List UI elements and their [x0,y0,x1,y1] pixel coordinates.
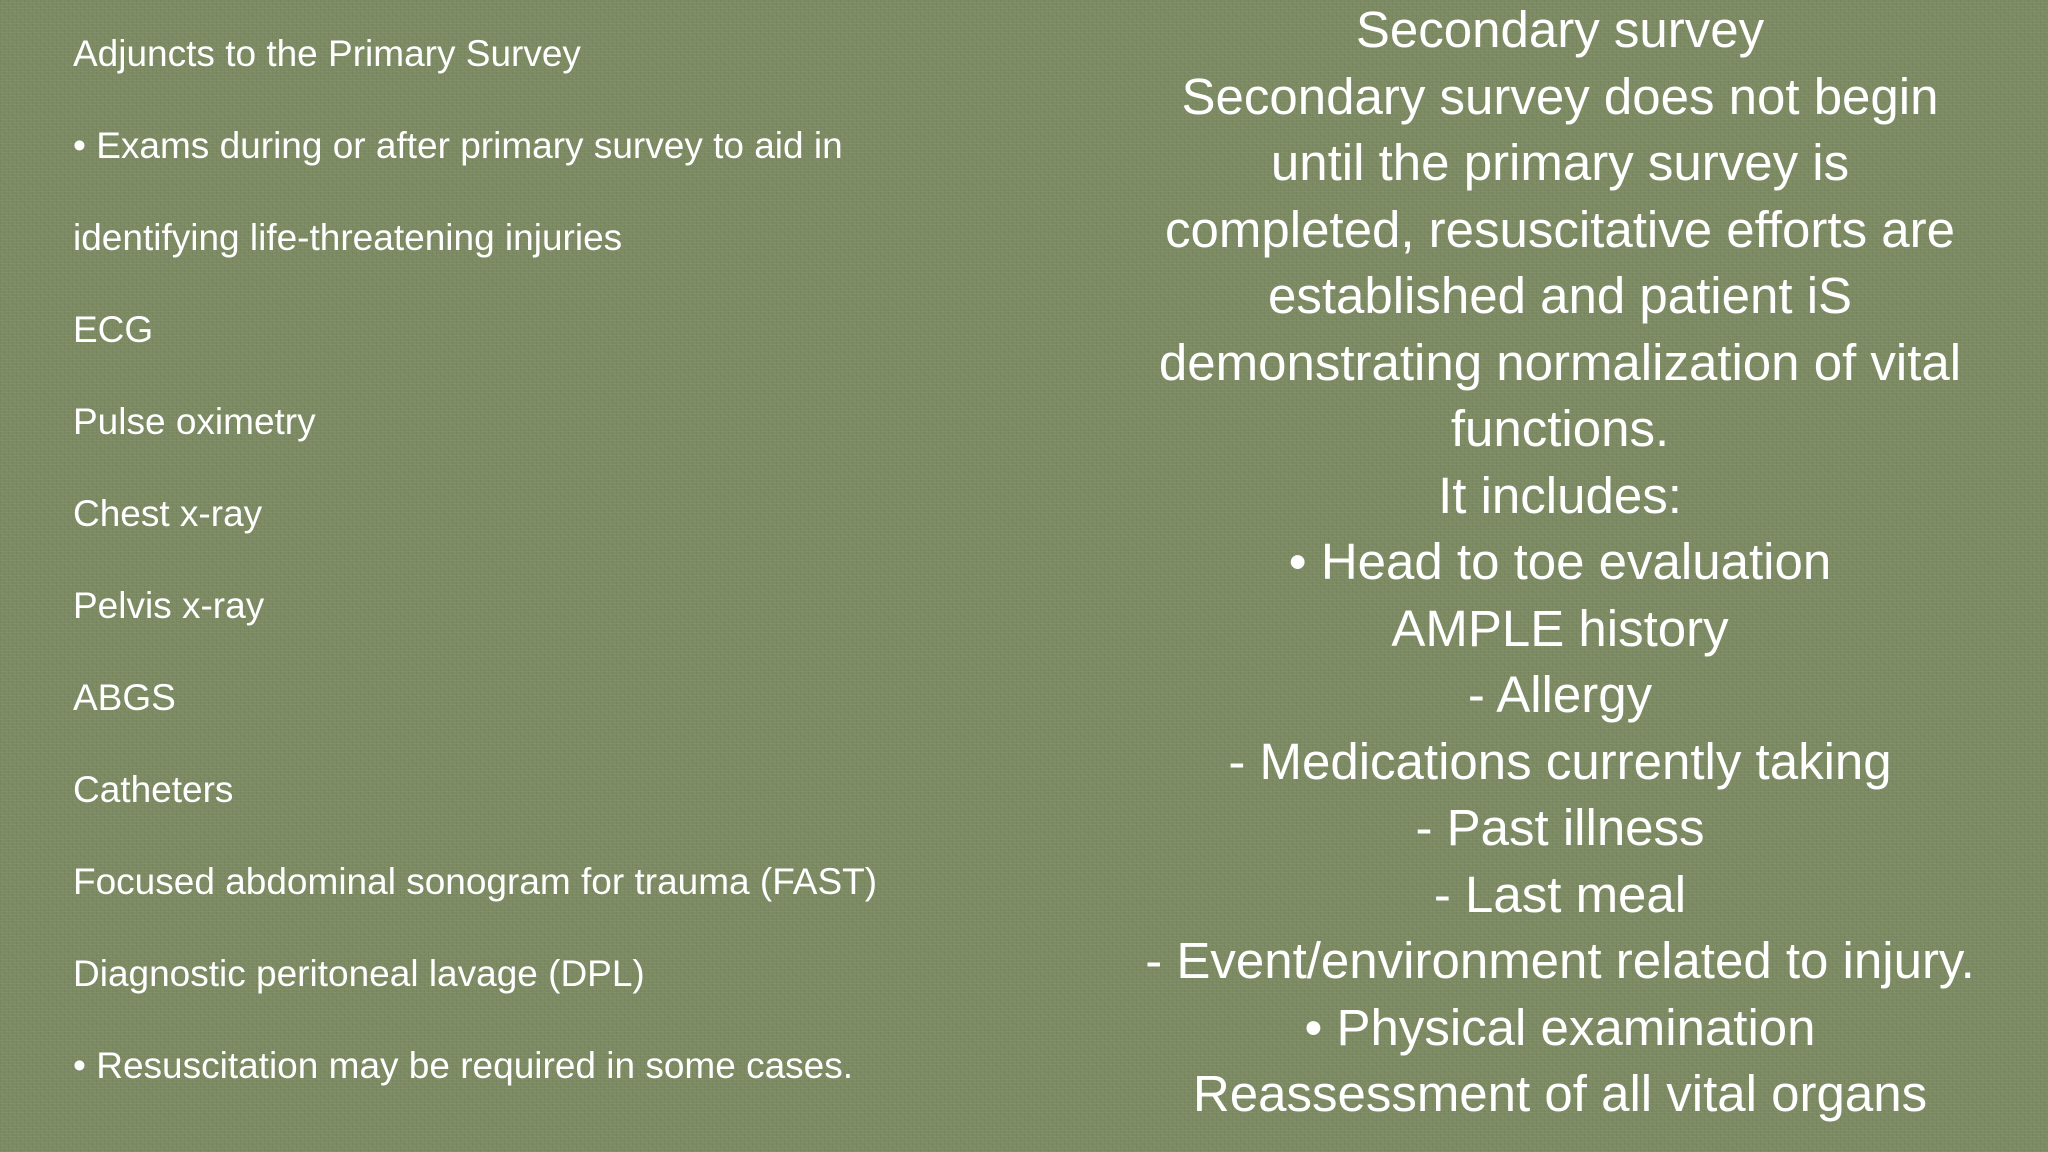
right-item-physical-exam: • Physical examination [1304,998,1816,1056]
adjuncts-primary-survey-panel [73,28,1073,1132]
right-item-event-environment: - Event/environment related to injury. [1145,932,1975,989]
right-item-past-illness: - Past illness [1415,799,1705,856]
right-item-last-meal: - Last meal [1433,865,1687,923]
left-item-fast: Focused abdominal sonogram for trauma (FAST) [73,861,878,902]
left-item-pulse-oximetry: Pulse oximetry [73,401,316,442]
left-item-chest-xray: Chest x-ray [73,493,263,534]
left-item-ecg: ECG [73,309,154,350]
right-line-it-includes: It includes: [1438,466,1682,524]
left-heading-adjuncts: Adjuncts to the Primary Survey [73,33,581,74]
right-line-1: Secondary survey does not begin [1181,67,1939,125]
right-item-medications: - Medications currently taking [1228,732,1892,790]
right-heading-secondary-survey: Secondary survey [1355,1,1765,58]
left-line-resuscitation: • Resuscitation may be required in some cases. [73,1045,854,1086]
right-item-allergy: - Allergy [1467,666,1653,723]
right-item-head-to-toe: • Head to toe evaluation [1288,533,1832,590]
right-line-3: completed, resuscitative efforts are [1165,200,1955,258]
left-item-dpl: Diagnostic peritoneal lavage (DPL) [73,953,645,994]
left-line-exams: • Exams during or after primary survey to aid in [73,125,843,166]
right-line-6: functions. [1450,400,1670,457]
right-item-ample-history: AMPLE history [1391,599,1729,657]
right-line-2: until the primary survey is [1270,134,1850,191]
right-line-4: established and patient iS [1267,267,1853,324]
left-line-identifying: identifying life-threatening injuries [73,217,623,258]
right-line-5: demonstrating normalization of vital [1158,333,1962,391]
right-item-reassessment: Reassessment of all vital organs [1192,1065,1928,1122]
left-item-pelvis-xray: Pelvis x-ray [73,585,265,626]
left-item-abgs: ABGS [73,677,176,718]
secondary-survey-panel [1085,0,2035,1131]
left-item-catheters: Catheters [73,769,234,810]
